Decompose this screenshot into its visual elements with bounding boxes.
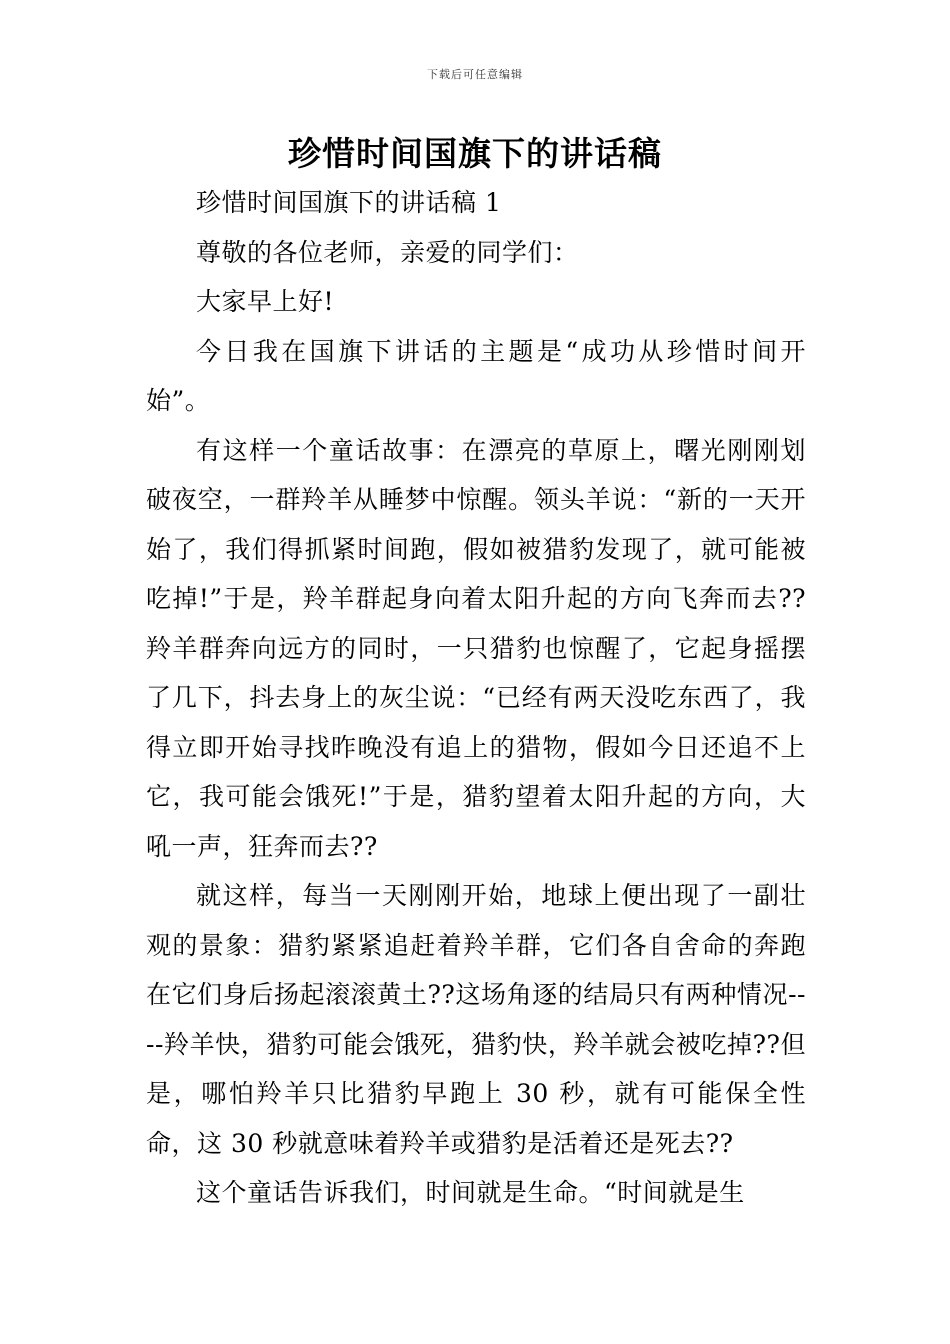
header-note: 下载后可任意编辑 (427, 68, 523, 81)
paragraph-greeting: 大家早上好! (196, 287, 335, 316)
paragraph-moral: 这个童话告诉我们，时间就是生命。“时间就是生 (196, 1178, 745, 1207)
document-title: 珍惜时间国旗下的讲话稿 (288, 134, 662, 173)
paragraph-salutation: 尊敬的各位老师，亲爱的同学们： (196, 237, 579, 267)
paragraph-subtitle: 珍惜时间国旗下的讲话稿 1 (196, 188, 502, 217)
paragraph-chase: 就这样，每当一天刚刚开始，地球上便出现了一副壮观的景象：猎豹紧紧追赶着羚羊群，它们各自舍命的奔跑在它们身后扬起滚滚黄土??这场角逐的结局只有两种情况----羚羊快，猎豹可能会饿死，猎豹快，羚羊就会被吃掉??但是，哪怕羚羊只比猎豹早跑上 30 秒，就有可能保全性命，这 30 秒就意味着羚羊或猎豹是活着还是死去?? (146, 881, 806, 1158)
paragraph-topic: 今日我在国旗下讲话的主题是“成功从珍惜时间开始”。 (146, 336, 806, 415)
document-body (146, 178, 806, 1218)
paragraph-story: 有这样一个童话故事：在漂亮的草原上，曙光刚刚划破夜空，一群羚羊从睡梦中惊醒。领头羊说：“新的一天开始了，我们得抓紧时间跑，假如被猎豹发现了，就可能被吃掉!”于是，羚羊群起身向着太阳升起的方向飞奔而去??羚羊群奔向远方的同时，一只猎豹也惊醒了，它起身摇摆了几下，抖去身上的灰尘说：“已经有两天没吃东西了，我得立即开始寻找昨晚没有追上的猎物，假如今日还追不上它，我可能会饿死!”于是，猎豹望着太阳升起的方向，大吼一声，狂奔而去?? (146, 435, 806, 861)
